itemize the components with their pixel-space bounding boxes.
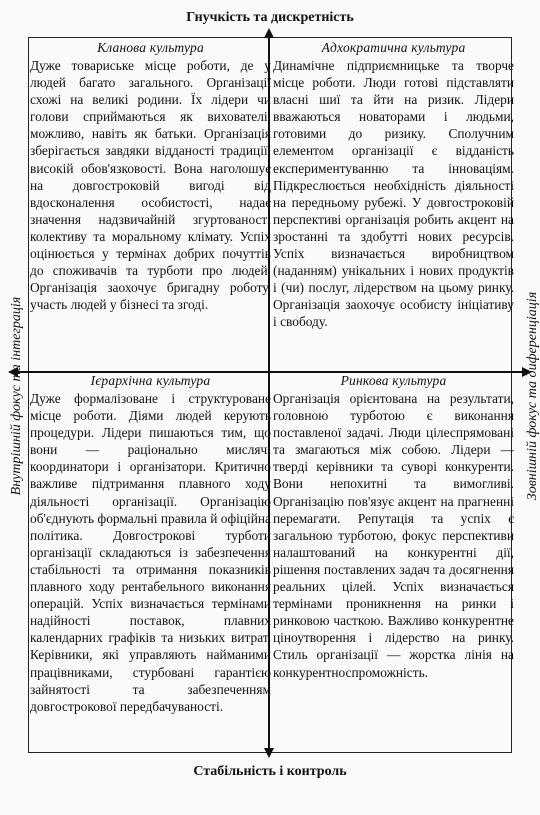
bottom-axis-title: Стабільність і контроль	[193, 764, 347, 779]
quadrant-text: Дуже товариське місце роботи, де у людей багато загального. Організації схожі на великі родини. Їх лідери чи голови сприймаються як вихователі, можливо, навіть як батьки. Організація зберігається завдяки відданості традиції, високій обов'язковості. Вона наголошує на довгостроковій вигоді від вдосконалення особистості, надає значення надзвичайній згуртованості колективу та моральному клімату. Успіх оцінюється у термінах добрих почуттів до споживачів та турботи про людей. Організація заохочує бригадну роботу, участь людей у бізнесі та згоді.	[30, 58, 271, 313]
quadrant-text: Дуже формалізоване і структуроване місце роботи. Діями людей керують процедури. Лідери пишаються тим, що вони — раціонально мислячі координатори і організатори. Критично важливе підтримання плавного ходу діяльності організації. Організацію об'єднують формальні правила й офіційна політика. Довгострокові турботи організації складаються із забезпечення стабільності та отримання показників плавного ходу рентабельного виконання операцій. Успіх визначається термінами надійності поставок, плавних календарних графіків та низьких витрат. Керівники, які управляють найманими працівниками, стурбовані гарантією зайнятості та забезпеченням довгострокової передбачуваності.	[30, 391, 271, 714]
quadrant-text: Динамічне підприємницьке та творче місце роботи. Люди готові підставляти власні шиї та йти на ризик. Лідери вважаються новаторами і людьми, готовими до ризику. Сполучним елементом організації є відданість експериментуванню та інноваціям. Підкреслюється необхідність діяльності на передньому рубежі. У довгостроковій перспективі організація робить акцент на зростанні та здобутті нових ресурсів. Успіх визначається виробництвом (наданням) унікальних і нових продуктів і (чи) послуг, лідерством на цьому ринку. Організація заохочує особисту ініціативу і свободу.	[273, 58, 514, 330]
quadrant-adhocracy-culture	[273, 40, 514, 331]
quadrant-text: Організація орієнтована на результати, головною турботою є виконання поставленої задачі. Люди цілеспрямовані та змагаються між собою. Лідери — тверді керівники та суворі конкуренти. Вони непохитні та вимогливі. Організацію пов'язує акцент на прагненні перемагати. Репутація та успіх є загальною турботою, фокус перспективи налаштований на конкурентні дії, рішення поставлених задач та досягнення реальних цілей. Успіх визначається термінами проникнення на ринки і ринковою часткою. Важливо конкурентне ціноутворення і лідерство на ринку. Стиль організації — жорстка лінія на конкурентноспроможність.	[273, 391, 514, 680]
quadrant-title: Ієрархічна культура	[90, 373, 211, 388]
quadrant-title: Адхократична культура	[321, 40, 466, 55]
quadrant-title: Ринкова культура	[340, 373, 447, 388]
quadrant-title: Кланова культура	[97, 40, 204, 55]
quadrant-market-culture	[273, 373, 514, 681]
quadrant-clan-culture	[30, 40, 271, 313]
left-axis-title: Внутрішній фокус та інтеграція	[9, 296, 24, 496]
top-axis-title: Гнучкість та дискретність	[186, 10, 354, 25]
right-axis-title: Зовнішній фокус та диференціація	[525, 291, 540, 501]
quadrant-hierarchy-culture	[30, 373, 271, 715]
arrow-up-icon	[264, 28, 274, 38]
arrow-down-icon	[264, 748, 274, 758]
